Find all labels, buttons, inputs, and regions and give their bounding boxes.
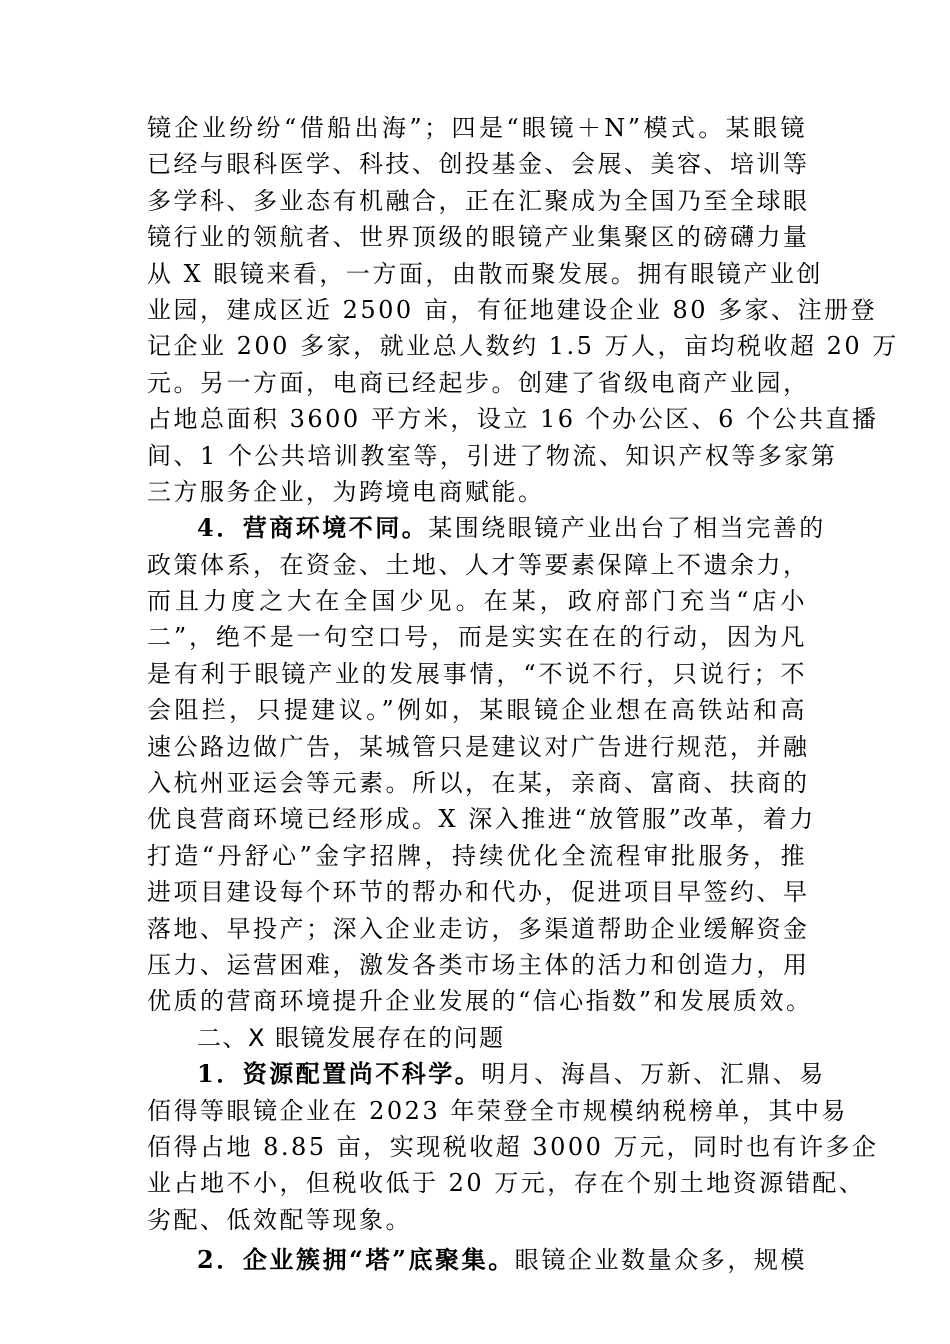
section-heading-4: 4．营商环境不同。 bbox=[197, 513, 429, 543]
text-line: 劣配、低效配等现象。 bbox=[147, 1205, 412, 1234]
item-heading-2: 2．企业簇拥“塔”底聚集。 bbox=[197, 1245, 515, 1275]
text-line: 优良营商环境已经形成。X 深入推进“放管服”改革，着力 bbox=[147, 805, 816, 834]
text-line: 会阻拦，只提建议。”例如，某眼镜企业想在高铁站和高 bbox=[147, 696, 807, 725]
text-line bbox=[147, 510, 826, 546]
text-line bbox=[147, 1242, 807, 1278]
text-line: 是有利于眼镜产业的发展事情，“不说不行，只说行；不 bbox=[147, 659, 807, 688]
text-line: 打造“丹舒心”金字招牌，持续优化全流程审批服务，推 bbox=[147, 841, 807, 870]
text-run: 明月、海昌、万新、汇鼎、易 bbox=[481, 1060, 826, 1089]
text-line: 占地总面积 3600 平方米，设立 16 个办公区、6 个公共直播 bbox=[147, 405, 879, 434]
text-line: 从 X 眼镜来看，一方面，由散而聚发展。拥有眼镜产业创 bbox=[147, 259, 823, 288]
text-line: 镜企业纷纷“借船出海”；四是“眼镜＋N”模式。某眼镜 bbox=[147, 114, 807, 142]
text-line: 二”，绝不是一句空口号，而是实实在在的行动，因为凡 bbox=[147, 623, 807, 652]
text-line: 而且力度之大在全国少见。在某，政府部门充当“店小 bbox=[147, 587, 807, 616]
section-heading-two: 二、X 眼镜发展存在的问题 bbox=[197, 1023, 505, 1052]
text-line: 业园，建成区近 2500 亩，有征地建设企业 80 多家、注册登 bbox=[147, 295, 878, 324]
text-line: 优质的营商环境提升企业发展的“信心指数”和发展质效。 bbox=[147, 987, 813, 1016]
text-line: 佰得占地 8.85 亩，实现税收超 3000 万元，同时也有许多企 bbox=[147, 1132, 879, 1161]
text-run: 某围绕眼镜产业出台了相当完善的 bbox=[428, 514, 826, 543]
text-line: 多学科、多业态有机融合，正在汇聚成为全国乃至全球眼 bbox=[147, 186, 810, 215]
document-body bbox=[147, 110, 899, 1279]
paragraph-resource-allocation bbox=[147, 1056, 879, 1238]
text-line: 速公路边做广告，某城管只是建议对广告进行规范，并融 bbox=[147, 732, 810, 761]
paragraph-enterprise-clustering bbox=[147, 1242, 807, 1278]
text-line: 压力、运营困难，激发各类市场主体的活力和创造力，用 bbox=[147, 950, 810, 979]
text-line: 业占地不小，但税收低于 20 万元，存在个别土地资源错配、 bbox=[147, 1169, 866, 1198]
paragraph-industry-development bbox=[147, 110, 899, 510]
text-run: 眼镜企业数量众多，规模 bbox=[514, 1246, 807, 1275]
text-line: 已经与眼科医学、科技、创投基金、会展、美容、培训等 bbox=[147, 150, 810, 179]
text-line: 镜行业的领航者、世界顶级的眼镜产业集聚区的磅礴力量 bbox=[147, 223, 810, 252]
text-line: 佰得等眼镜企业在 2023 年荣登全市规模纳税榜单，其中易 bbox=[147, 1096, 848, 1125]
text-line: 落地、早投产；深入企业走访，多渠道帮助企业缓解资金 bbox=[147, 914, 810, 943]
text-line: 入杭州亚运会等元素。所以，在某，亲商、富商、扶商的 bbox=[147, 769, 810, 798]
text-line: 间、1 个公共培训教室等，引进了物流、知识产权等多家第 bbox=[147, 441, 838, 470]
text-line: 三方服务企业，为跨境电商赋能。 bbox=[147, 477, 545, 506]
text-line: 进项目建设每个环节的帮办和代办，促进项目早签约、早 bbox=[147, 878, 810, 907]
paragraph-business-environment bbox=[147, 510, 826, 1019]
text-line: 记企业 200 多家，就业总人数约 1.5 万人，亩均税收超 20 万 bbox=[147, 332, 899, 361]
item-heading-1: 1．资源配置尚不科学。 bbox=[197, 1059, 482, 1089]
text-line: 元。另一方面，电商已经起步。创建了省级电商产业园， bbox=[147, 368, 810, 397]
text-line bbox=[147, 1056, 826, 1092]
text-line: 政策体系，在资金、土地、人才等要素保障上不遗余力， bbox=[147, 550, 810, 579]
